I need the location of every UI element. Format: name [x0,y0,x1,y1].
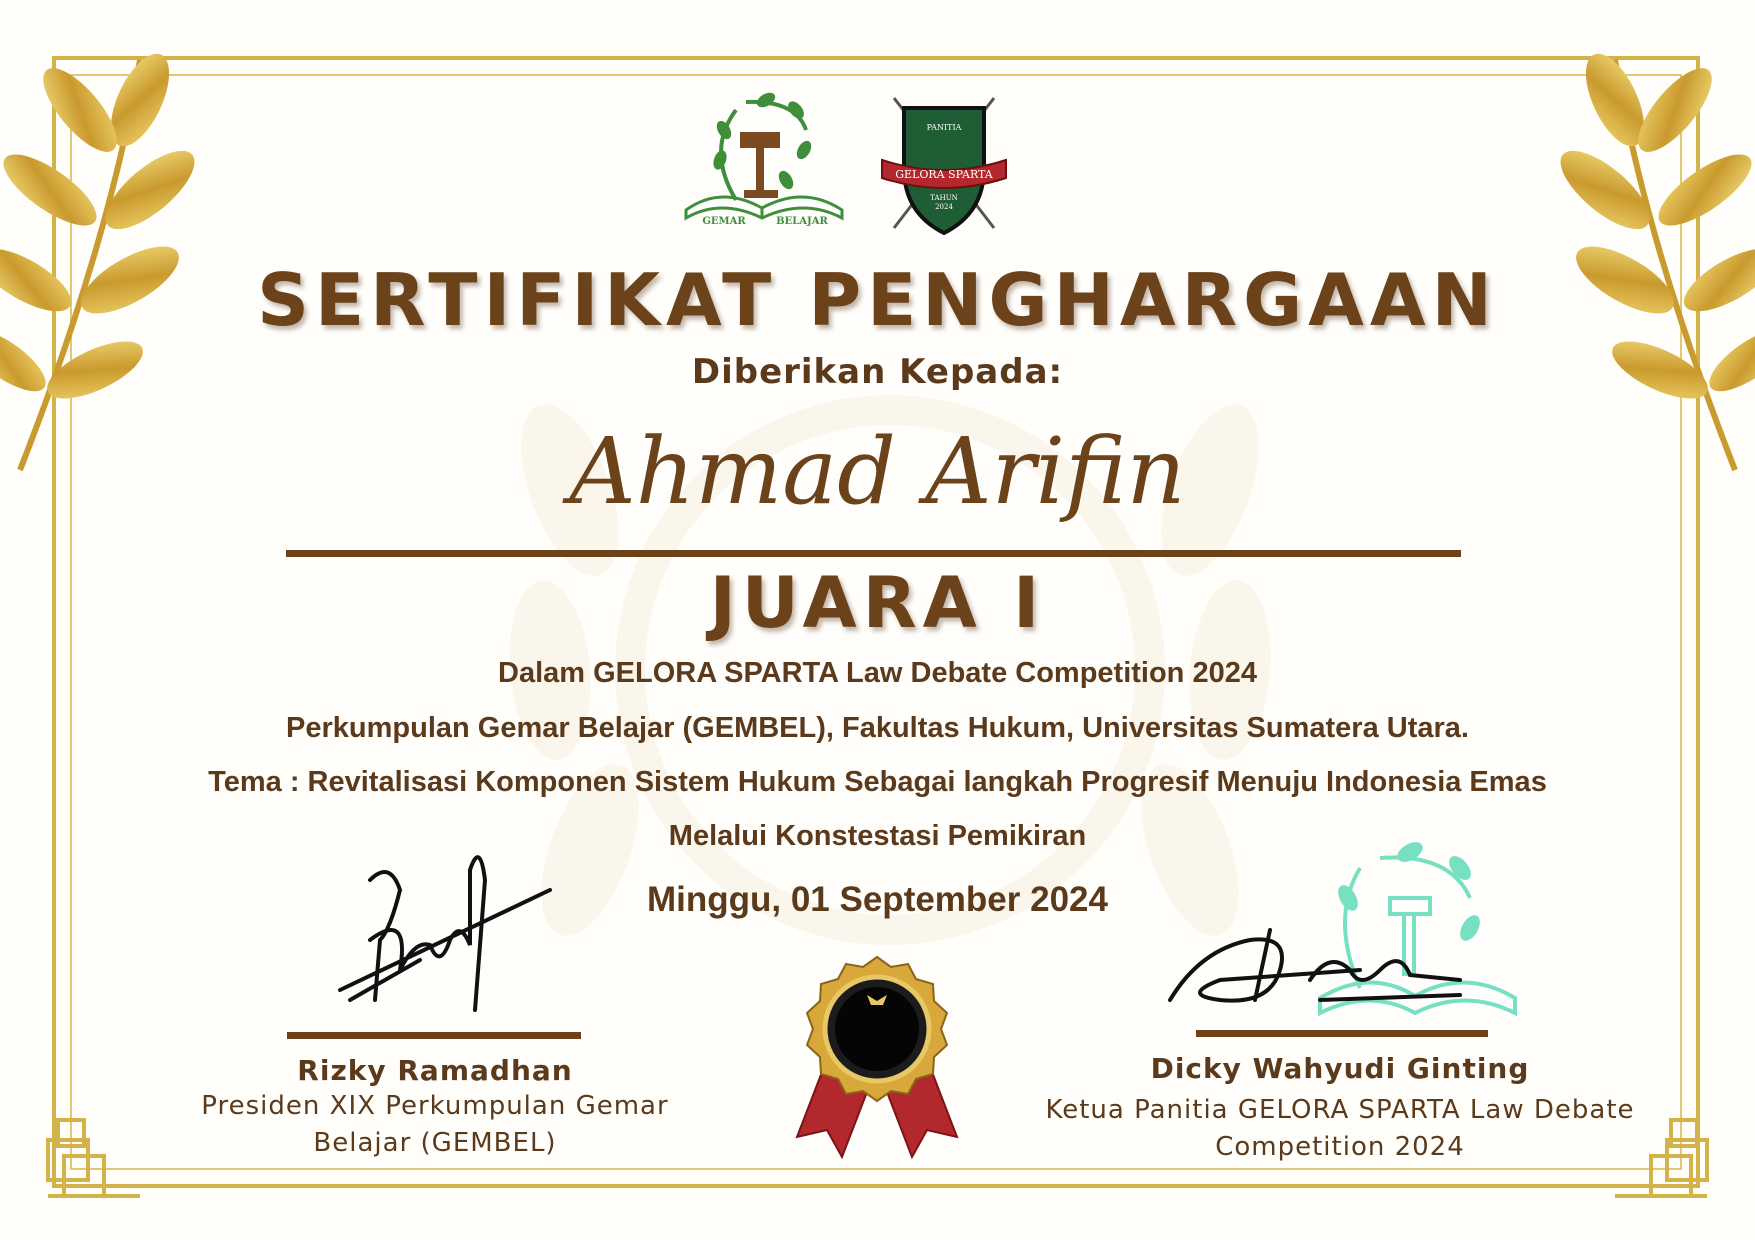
corner-ornament-left-icon [44,1090,144,1200]
gemar-belajar-logo [676,90,852,230]
signatory-role-right [1020,1092,1660,1166]
certificate-date: Minggu, 01 September 2024 [647,880,1108,919]
signatory-role-right-line2: Competition 2024 [1215,1132,1465,1162]
gemar-word: GEMAR [702,216,746,227]
gelora-sparta-logo [874,88,1014,244]
recipient-name: Ahmad Arifin [569,418,1186,525]
sparta-year-text: 2024 [935,203,953,211]
signatory-role-left-line2: Belajar (GEMBEL) [313,1128,557,1158]
signature-line-left [287,1032,581,1039]
signature-line-right [1196,1030,1488,1037]
theme-line: Tema : Revitalisasi Komponen Sistem Hukum Sebagai langkah Progresif Menuju Indonesia Emas [208,766,1547,798]
award-badge-icon [792,952,962,1162]
event-line: Dalam GELORA SPARTA Law Debate Competition 2024 [498,657,1257,689]
given-to-label: Diberikan Kepada: [691,352,1064,392]
sparta-bottom-text: TAHUN [930,194,958,202]
organizer-line: Perkumpulan Gemar Belajar (GEMBEL), Fakultas Hukum, Universitas Sumatera Utara. [286,712,1469,744]
divider [286,550,1461,557]
signatory-role-left [180,1088,690,1162]
signatory-name-left: Rizky Ramadhan [297,1054,573,1087]
signatory-role-right-line1: Ketua Panitia GELORA SPARTA Law Debate [1045,1095,1635,1125]
signature-right [1160,830,1520,1030]
sparta-banner-text: GELORA SPARTA [895,168,993,181]
belajar-word: BELAJAR [776,216,828,227]
certificate-title: SERTIFIKAT PENGHARGAAN [257,258,1498,342]
signatory-name-right: Dicky Wahyudi Ginting [1150,1052,1530,1085]
award-rank: JUARA I [709,562,1046,644]
signatory-role-left-line1: Presiden XIX Perkumpulan Gemar [201,1091,669,1121]
signature-left [330,850,560,1030]
theme-line-continued: Melalui Konstestasi Pemikiran [668,820,1087,852]
sparta-top-text: PANITIA [926,123,962,132]
